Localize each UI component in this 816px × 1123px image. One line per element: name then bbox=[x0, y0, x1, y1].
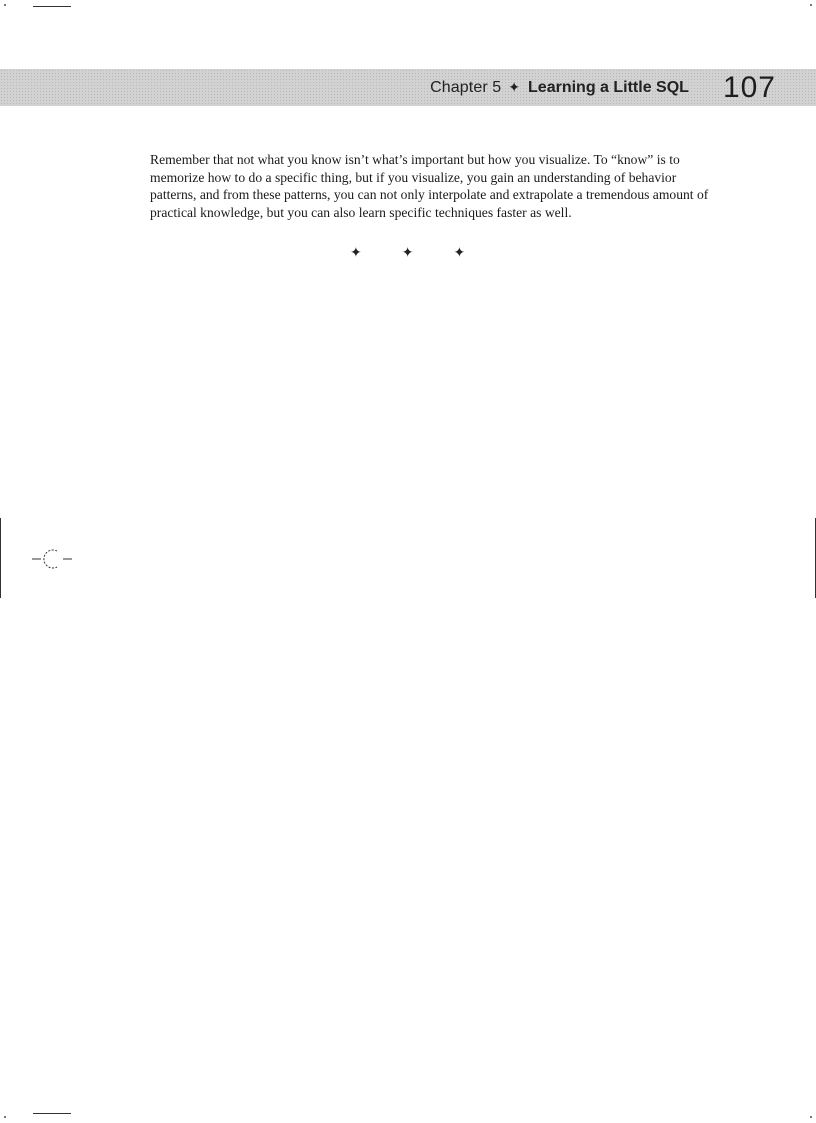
corner-dot bbox=[4, 4, 6, 6]
crop-mark-bottom bbox=[33, 1113, 71, 1114]
section-break-ornaments bbox=[350, 245, 465, 261]
separator-icon: ✦ bbox=[508, 79, 521, 95]
ornament-icon: ✦ bbox=[401, 245, 414, 261]
body-paragraph: Remember that not what you know isn’t what’s important but how you visualize. To “know” is to memorize how to do a specific thing, but if you visualize, you gain an understanding of behavior patterns, and from these patterns, you can not only interpolate and extrapolate a tremendous amount of practical knowledge, but you can also learn specific techniques faster as well. bbox=[150, 152, 709, 220]
chapter-label: Chapter 5 bbox=[430, 78, 502, 96]
ornament-icon: ✦ bbox=[350, 245, 362, 261]
ornament-icon: ✦ bbox=[453, 245, 466, 261]
corner-dot bbox=[4, 1116, 6, 1118]
crop-mark-top bbox=[33, 6, 71, 7]
corner-dot bbox=[810, 4, 812, 6]
corner-dot bbox=[810, 1116, 812, 1118]
page-number: 107 bbox=[722, 70, 776, 104]
registration-mark-icon bbox=[32, 548, 72, 570]
running-header-content bbox=[430, 69, 776, 106]
running-header bbox=[0, 69, 816, 106]
chapter-title: Learning a Little SQL bbox=[528, 78, 689, 96]
registration-line-left bbox=[0, 518, 1, 598]
